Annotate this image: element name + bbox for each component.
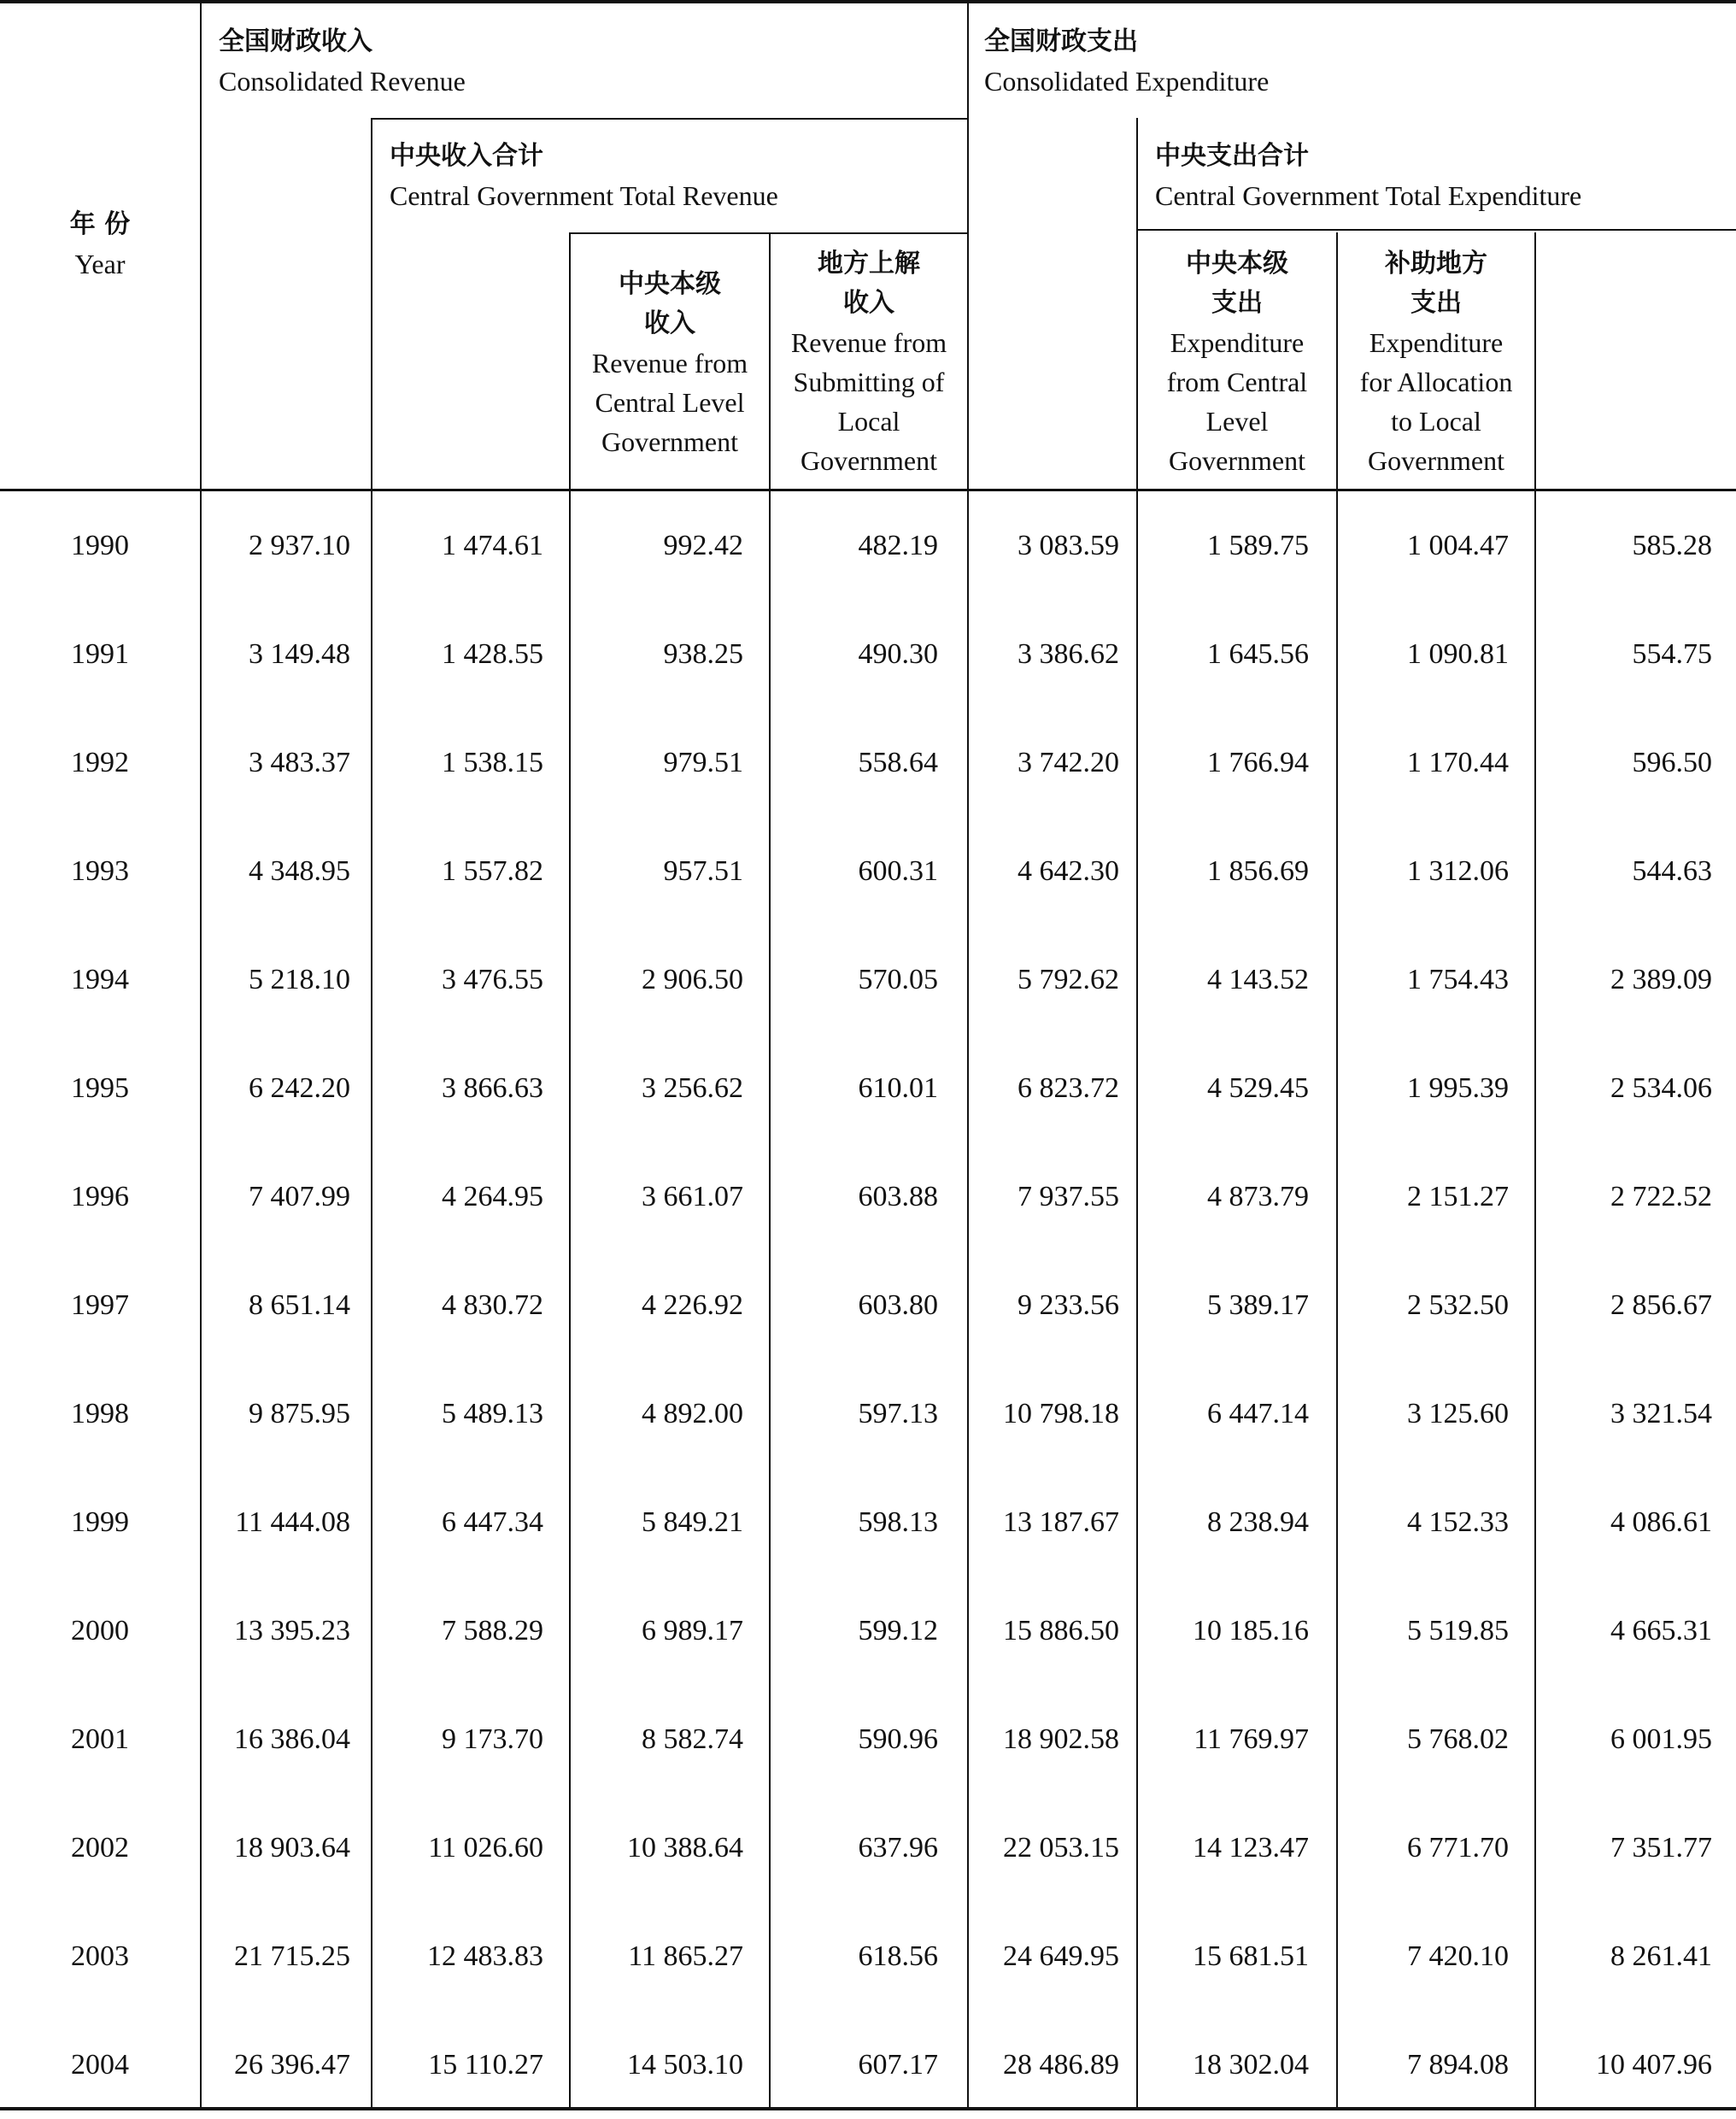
year-cell: 1996 xyxy=(71,1181,129,1212)
consolidated-revenue-cell: 16 386.04 xyxy=(234,1723,350,1755)
local-submit-revenue-cell: 618.56 xyxy=(858,1940,938,1972)
central-total-expenditure-cell: 15 681.51 xyxy=(1193,1940,1309,1972)
local-submit-revenue-cell: 490.30 xyxy=(858,638,938,670)
central-level-expenditure-cell: 1 754.43 xyxy=(1407,964,1509,995)
consolidated-expenditure-cell: 6 823.72 xyxy=(1018,1072,1119,1104)
allocation-expenditure-cell: 585.28 xyxy=(1632,530,1712,561)
consolidated-expenditure-cell: 9 233.56 xyxy=(1018,1289,1119,1321)
central-level-revenue-cell: 938.25 xyxy=(663,638,743,670)
table-row xyxy=(0,492,1736,600)
central-level-revenue-cell: 10 388.64 xyxy=(627,1832,743,1864)
central-level-revenue-cell: 4 892.00 xyxy=(642,1398,743,1429)
allocation-expenditure-cell: 544.63 xyxy=(1632,855,1712,887)
consolidated-revenue-cell: 21 715.25 xyxy=(234,1940,350,1972)
central-level-expenditure-header: 中央本级 支出 Expenditure from Central Level Government xyxy=(1166,249,1308,476)
central-total-expenditure-cell: 11 769.97 xyxy=(1194,1723,1309,1755)
central-level-revenue-cell: 3 661.07 xyxy=(642,1181,743,1212)
central-total-expenditure-cell: 5 389.17 xyxy=(1207,1289,1309,1321)
central-total-revenue-cell: 1 557.82 xyxy=(442,855,543,887)
central-level-expenditure-cell: 5 519.85 xyxy=(1407,1615,1509,1646)
central-level-expenditure-cell: 7 894.08 xyxy=(1407,2049,1509,2081)
central-level-expenditure-cell: 1 004.47 xyxy=(1407,530,1509,561)
consolidated-revenue-cell: 18 903.64 xyxy=(234,1832,350,1864)
consolidated-revenue-cell: 8 651.14 xyxy=(249,1289,350,1321)
central-level-expenditure-cell: 5 768.02 xyxy=(1407,1723,1509,1755)
allocation-expenditure-cell: 554.75 xyxy=(1632,638,1712,670)
consolidated-expenditure-cell: 22 053.15 xyxy=(1003,1832,1119,1864)
central-level-expenditure-cell: 2 151.27 xyxy=(1407,1181,1509,1212)
allocation-expenditure-cell: 6 001.95 xyxy=(1610,1723,1712,1755)
consolidated-revenue-cell: 2 937.10 xyxy=(249,530,350,561)
local-submit-revenue-cell: 482.19 xyxy=(858,530,938,561)
table-row xyxy=(0,1035,1736,1142)
central-level-expenditure-cell: 7 420.10 xyxy=(1407,1940,1509,1972)
central-level-expenditure-cell: 1 995.39 xyxy=(1407,1072,1509,1104)
central-expenditure-header: 中央支出合计 Central Government Total Expenditure xyxy=(1155,141,1582,211)
consolidated-revenue-cell: 5 218.10 xyxy=(249,964,350,995)
central-level-expenditure-cell: 3 125.60 xyxy=(1407,1398,1509,1429)
central-total-expenditure-cell: 10 185.16 xyxy=(1193,1615,1309,1646)
central-total-expenditure-cell: 8 238.94 xyxy=(1207,1506,1309,1538)
allocation-expenditure-cell: 2 389.09 xyxy=(1610,964,1712,995)
consolidated-expenditure-header: 全国财政支出 Consolidated Expenditure xyxy=(984,26,1270,97)
central-level-revenue-cell: 11 865.27 xyxy=(628,1940,743,1972)
table-row xyxy=(0,1577,1736,1685)
year-cell: 1991 xyxy=(71,638,129,670)
year-cell: 2000 xyxy=(71,1615,129,1646)
consolidated-expenditure-cell: 24 649.95 xyxy=(1003,1940,1119,1972)
year-cell: 1997 xyxy=(71,1289,129,1321)
central-total-expenditure-cell: 1 589.75 xyxy=(1207,530,1309,561)
consolidated-revenue-cell: 7 407.99 xyxy=(249,1181,350,1212)
year-cell: 1998 xyxy=(71,1398,129,1429)
central-level-revenue-cell: 957.51 xyxy=(663,855,743,887)
table-row xyxy=(0,1686,1736,1793)
consolidated-expenditure-cell: 18 902.58 xyxy=(1003,1723,1119,1755)
table-row xyxy=(0,1143,1736,1251)
central-total-revenue-cell: 6 447.34 xyxy=(442,1506,543,1538)
consolidated-expenditure-cell: 3 742.20 xyxy=(1018,747,1119,778)
year-cell: 1994 xyxy=(71,964,129,995)
allocation-expenditure-cell: 2 856.67 xyxy=(1610,1289,1712,1321)
allocation-expenditure-cell: 596.50 xyxy=(1632,747,1712,778)
allocation-expenditure-cell: 2 534.06 xyxy=(1610,1072,1712,1104)
local-submit-revenue-cell: 603.80 xyxy=(858,1289,938,1321)
central-level-revenue-cell: 8 582.74 xyxy=(642,1723,743,1755)
consolidated-revenue-cell: 13 395.23 xyxy=(234,1615,350,1646)
table-row xyxy=(0,1360,1736,1468)
central-total-expenditure-cell: 4 873.79 xyxy=(1207,1181,1309,1212)
central-total-revenue-cell: 1 428.55 xyxy=(442,638,543,670)
table-row xyxy=(0,2011,1736,2119)
central-total-revenue-cell: 9 173.70 xyxy=(442,1723,543,1755)
central-total-expenditure-cell: 1 645.56 xyxy=(1207,638,1309,670)
central-total-revenue-cell: 3 476.55 xyxy=(442,964,543,995)
year-cell: 2003 xyxy=(71,1940,129,1972)
table-row xyxy=(0,1469,1736,1576)
local-submit-revenue-cell: 598.13 xyxy=(858,1506,938,1538)
central-level-revenue-cell: 2 906.50 xyxy=(642,964,743,995)
central-level-revenue-cell: 992.42 xyxy=(663,530,743,561)
central-level-revenue-cell: 6 989.17 xyxy=(642,1615,743,1646)
year-cell: 1993 xyxy=(71,855,129,887)
allocation-expenditure-cell: 7 351.77 xyxy=(1610,1832,1712,1864)
central-total-revenue-cell: 4 830.72 xyxy=(442,1289,543,1321)
consolidated-expenditure-cell: 5 792.62 xyxy=(1018,964,1119,995)
consolidated-revenue-header: 全国财政收入 Consolidated Revenue xyxy=(219,26,466,97)
year-header: 年 份 Year xyxy=(69,209,131,279)
consolidated-expenditure-cell: 13 187.67 xyxy=(1003,1506,1119,1538)
central-total-expenditure-cell: 14 123.47 xyxy=(1193,1832,1309,1864)
central-level-revenue-cell: 5 849.21 xyxy=(642,1506,743,1538)
central-total-revenue-cell: 1 538.15 xyxy=(442,747,543,778)
year-cell: 1992 xyxy=(71,747,129,778)
central-revenue-header: 中央收入合计 Central Government Total Revenue xyxy=(390,141,778,211)
table-row xyxy=(0,1903,1736,2010)
consolidated-revenue-cell: 26 396.47 xyxy=(234,2049,350,2081)
local-submit-revenue-cell: 590.96 xyxy=(858,1723,938,1755)
central-total-revenue-cell: 1 474.61 xyxy=(442,530,543,561)
central-total-revenue-cell: 4 264.95 xyxy=(442,1181,543,1212)
local-submit-revenue-cell: 610.01 xyxy=(858,1072,938,1104)
consolidated-revenue-cell: 9 875.95 xyxy=(249,1398,350,1429)
allocation-expenditure-cell: 2 722.52 xyxy=(1610,1181,1712,1212)
local-submit-revenue-cell: 607.17 xyxy=(858,2049,938,2081)
local-submit-revenue-cell: 597.13 xyxy=(858,1398,938,1429)
central-total-expenditure-cell: 1 856.69 xyxy=(1207,855,1309,887)
local-submit-revenue-cell: 603.88 xyxy=(858,1181,938,1212)
header-divider xyxy=(569,232,967,234)
table-row xyxy=(0,926,1736,1034)
allocation-expenditure-cell: 4 665.31 xyxy=(1610,1615,1712,1646)
central-total-revenue-cell: 5 489.13 xyxy=(442,1398,543,1429)
consolidated-expenditure-cell: 4 642.30 xyxy=(1018,855,1119,887)
central-total-revenue-cell: 11 026.60 xyxy=(428,1832,543,1864)
year-cell: 1995 xyxy=(71,1072,129,1104)
local-submit-revenue-cell: 599.12 xyxy=(858,1615,938,1646)
consolidated-expenditure-cell: 15 886.50 xyxy=(1003,1615,1119,1646)
local-submit-revenue-cell: 558.64 xyxy=(858,747,938,778)
central-level-expenditure-cell: 1 090.81 xyxy=(1407,638,1509,670)
consolidated-revenue-cell: 3 149.48 xyxy=(249,638,350,670)
consolidated-expenditure-cell: 7 937.55 xyxy=(1018,1181,1119,1212)
central-level-revenue-cell: 4 226.92 xyxy=(642,1289,743,1321)
consolidated-revenue-cell: 6 242.20 xyxy=(249,1072,350,1104)
allocation-expenditure-cell: 8 261.41 xyxy=(1610,1940,1712,1972)
central-total-expenditure-cell: 18 302.04 xyxy=(1193,2049,1309,2081)
central-level-expenditure-cell: 1 170.44 xyxy=(1407,747,1509,778)
year-cell: 1990 xyxy=(71,530,129,561)
central-total-expenditure-cell: 1 766.94 xyxy=(1207,747,1309,778)
year-cell: 2001 xyxy=(71,1723,129,1755)
local-submit-revenue-cell: 600.31 xyxy=(858,855,938,887)
header-divider xyxy=(371,118,967,120)
consolidated-expenditure-cell: 3 386.62 xyxy=(1018,638,1119,670)
central-total-revenue-cell: 15 110.27 xyxy=(428,2049,543,2081)
year-cell: 1999 xyxy=(71,1506,129,1538)
local-submit-revenue-header: 地方上解 收入 Revenue from Submitting of Local Government xyxy=(790,249,947,476)
consolidated-expenditure-cell: 28 486.89 xyxy=(1003,2049,1119,2081)
central-total-revenue-cell: 7 588.29 xyxy=(442,1615,543,1646)
central-level-expenditure-cell: 2 532.50 xyxy=(1407,1289,1509,1321)
allocation-expenditure-cell: 3 321.54 xyxy=(1610,1398,1712,1429)
consolidated-expenditure-cell: 3 083.59 xyxy=(1018,530,1119,561)
allocation-expenditure-cell: 4 086.61 xyxy=(1610,1506,1712,1538)
allocation-expenditure-cell: 10 407.96 xyxy=(1596,2049,1712,2081)
central-level-revenue-header: 中央本级 收入 Revenue from Central Level Government xyxy=(591,269,748,457)
consolidated-revenue-cell: 11 444.08 xyxy=(235,1506,350,1538)
central-level-revenue-cell: 14 503.10 xyxy=(627,2049,743,2081)
local-submit-revenue-cell: 570.05 xyxy=(858,964,938,995)
central-total-revenue-cell: 12 483.83 xyxy=(427,1940,543,1972)
year-cell: 2004 xyxy=(71,2049,129,2081)
table-row xyxy=(0,1794,1736,1902)
top-rule xyxy=(0,0,1736,3)
table-row xyxy=(0,818,1736,925)
central-level-expenditure-cell: 6 771.70 xyxy=(1407,1832,1509,1864)
table-row xyxy=(0,601,1736,708)
header-rule xyxy=(0,489,1736,491)
central-level-revenue-cell: 3 256.62 xyxy=(642,1072,743,1104)
consolidated-revenue-cell: 3 483.37 xyxy=(249,747,350,778)
central-total-revenue-cell: 3 866.63 xyxy=(442,1072,543,1104)
header-divider xyxy=(1136,229,1736,231)
central-total-expenditure-cell: 4 529.45 xyxy=(1207,1072,1309,1104)
local-submit-revenue-cell: 637.96 xyxy=(858,1832,938,1864)
central-total-expenditure-cell: 4 143.52 xyxy=(1207,964,1309,995)
consolidated-expenditure-cell: 10 798.18 xyxy=(1003,1398,1119,1429)
year-cell: 2002 xyxy=(71,1832,129,1864)
table-row xyxy=(0,1252,1736,1359)
consolidated-revenue-cell: 4 348.95 xyxy=(249,855,350,887)
central-level-expenditure-cell: 4 152.33 xyxy=(1407,1506,1509,1538)
central-level-expenditure-cell: 1 312.06 xyxy=(1407,855,1509,887)
central-total-expenditure-cell: 6 447.14 xyxy=(1207,1398,1309,1429)
table-row xyxy=(0,709,1736,817)
central-level-revenue-cell: 979.51 xyxy=(663,747,743,778)
allocation-expenditure-header: 补助地方 支出 Expenditure for Allocation to Local Government xyxy=(1359,249,1513,476)
